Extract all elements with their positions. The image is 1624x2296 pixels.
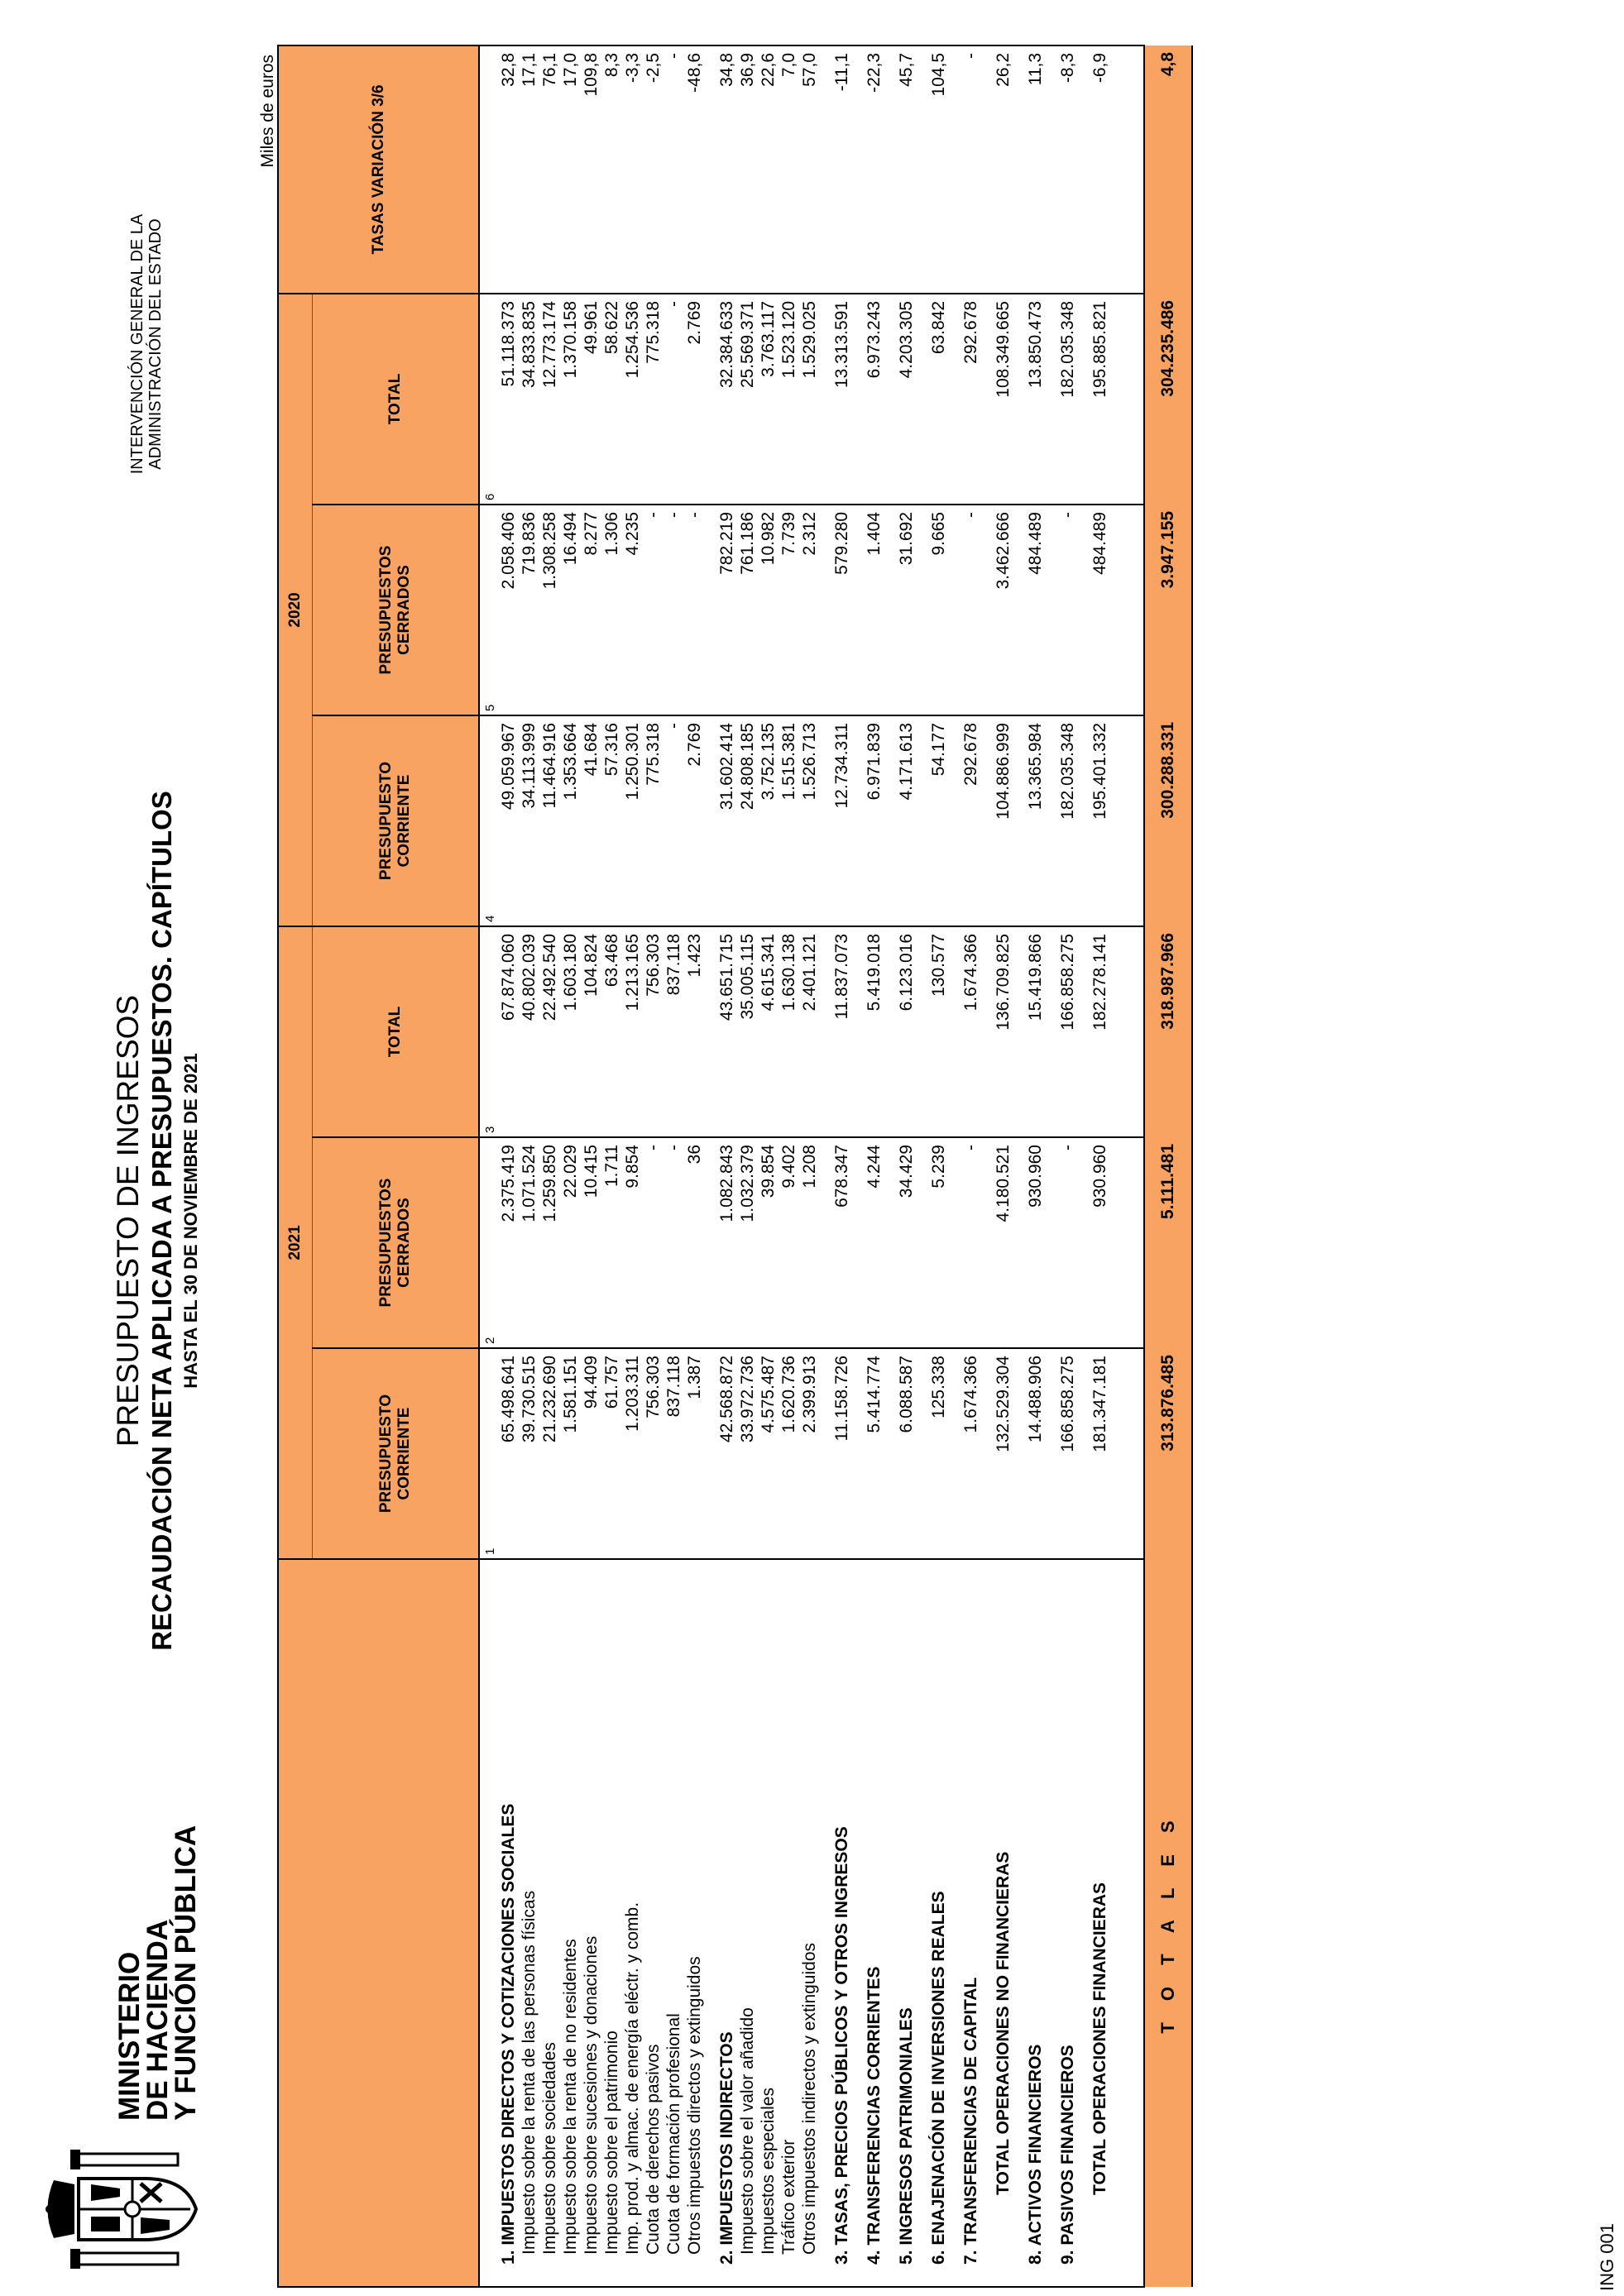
cell-value: -22,3	[864, 45, 884, 294]
cell-value: 57,0	[799, 45, 820, 294]
cell-value: 31.602.414	[716, 715, 737, 926]
cell-value: 11.158.726	[831, 1348, 852, 1559]
cell-value: 1.387	[684, 1348, 705, 1559]
cell-value: 9.854	[622, 1137, 643, 1348]
spacer-row	[917, 45, 928, 2287]
row-label: Impuestos especiales	[758, 1559, 778, 2287]
total-value: 318.987.966	[1144, 926, 1192, 1137]
cell-value: 9.402	[778, 1137, 799, 1348]
cell-value: 6.088.587	[896, 1348, 917, 1559]
cell-value: 11.837.073	[831, 926, 852, 1137]
spacer-row	[1078, 45, 1090, 2287]
cell-value: 34.833.835	[519, 294, 539, 505]
row-label: TOTAL OPERACIONES FINANCIERAS	[1090, 1559, 1110, 2287]
cell-value: 1.529.025	[799, 294, 820, 505]
cell-value: 17,1	[519, 45, 539, 294]
cell-value: -	[663, 505, 684, 715]
tasas-header: TASAS VARIACIÓN 3/6	[278, 45, 479, 294]
chapter-row	[896, 45, 917, 2287]
chapter-row	[1025, 45, 1046, 2287]
ministry-line-1: MINISTERIO	[113, 1951, 146, 2121]
cell-value: 1.404	[864, 505, 884, 715]
cell-value: 7,0	[778, 45, 799, 294]
row-label: Impuesto sobre el valor añadido	[737, 1559, 758, 2287]
cell-value: -	[961, 505, 981, 715]
cell-value: 166.858.275	[1057, 1348, 1078, 1559]
row-label: 2. IMPUESTOS INDIRECTOS	[716, 1559, 737, 2287]
cell-value: 4.171.613	[896, 715, 917, 926]
label-column-header	[278, 1559, 479, 2287]
igae-label	[128, 129, 165, 559]
row-label: Cuota de derechos pasivos	[643, 1559, 663, 2287]
col-2020-total: TOTAL	[313, 294, 480, 505]
cell-value: 4.575.487	[758, 1348, 778, 1559]
cell-value: 34.429	[896, 1137, 917, 1348]
cell-value: 51.118.373	[498, 294, 519, 505]
cell-value: 13.365.984	[1025, 715, 1046, 926]
total-value: 313.876.485	[1144, 1348, 1192, 1559]
cell-value: 11.464.916	[539, 715, 560, 926]
cell-value: 7.739	[778, 505, 799, 715]
cell-value: 39.854	[758, 1137, 778, 1348]
cell-value: 6.971.839	[864, 715, 884, 926]
cell-value: -3,3	[622, 45, 643, 294]
cell-value: 13.313.591	[831, 294, 852, 505]
cell-value: 22.029	[560, 1137, 581, 1348]
cell-value: 108.349.665	[993, 294, 1013, 505]
cell-value: 2.312	[799, 505, 820, 715]
cell-value: 195.401.332	[1090, 715, 1110, 926]
cell-value: 2.769	[684, 294, 705, 505]
row-label: TOTAL OPERACIONES NO FINANCIERAS	[993, 1559, 1013, 2287]
col-2020-cerrados: PRESUPUESTOS CERRADOS	[313, 505, 480, 715]
cell-value: 5.414.774	[864, 1348, 884, 1559]
detail-row	[581, 45, 601, 2287]
total-value: 300.288.331	[1144, 715, 1192, 926]
cell-value: 34,8	[716, 45, 737, 294]
cell-value: 1.523.120	[778, 294, 799, 505]
cell-value: 837.118	[663, 926, 684, 1137]
cell-value: 130.577	[928, 926, 949, 1137]
cell-value: 1.071.524	[519, 1137, 539, 1348]
table-body	[479, 45, 1144, 2287]
detail-row	[663, 45, 684, 2287]
cell-value: 8.277	[581, 505, 601, 715]
cell-value: 34.113.999	[519, 715, 539, 926]
ministry-line-3: Y FUNCIÓN PÚBLICA	[170, 1825, 202, 2121]
cell-value: 1.630.138	[778, 926, 799, 1137]
spacer-row	[852, 45, 864, 2287]
cell-value: 17,0	[560, 45, 581, 294]
report-date: HASTA EL 30 DE NOVIEMBRE DE 2021	[180, 1053, 201, 1389]
cell-value: 195.885.821	[1090, 294, 1110, 505]
cell-value: 94.409	[581, 1348, 601, 1559]
detail-row	[684, 45, 705, 2287]
cell-value: -	[643, 1137, 663, 1348]
detail-row	[560, 45, 581, 2287]
cell-value: 32,8	[498, 45, 519, 294]
ministry-line-2: DE HACIENDA	[141, 1919, 174, 2121]
cell-value: 292.678	[961, 294, 981, 505]
cell-value: 1.308.258	[539, 505, 560, 715]
chapter-row	[864, 45, 884, 2287]
cell-value: 67.874.060	[498, 926, 519, 1137]
cell-value: 132.529.304	[993, 1348, 1013, 1559]
cell-value: 49.961	[581, 294, 601, 505]
cell-value: 32.384.633	[716, 294, 737, 505]
cell-value: 63.842	[928, 294, 949, 505]
cell-value: -	[663, 45, 684, 294]
row-label: Tráfico exterior	[778, 1559, 799, 2287]
spacer-row	[1046, 45, 1057, 2287]
cell-value: 2.399.913	[799, 1348, 820, 1559]
detail-row	[778, 45, 799, 2287]
cell-value: 22.492.540	[539, 926, 560, 1137]
spacer-row	[884, 45, 896, 2287]
spacer-row	[705, 45, 716, 2287]
total-value: 4,8	[1144, 45, 1192, 294]
column-number: 3	[483, 1126, 497, 1133]
cell-value: 1.259.850	[539, 1137, 560, 1348]
cell-value: 33.972.736	[737, 1348, 758, 1559]
row-label: Imp. prod. y almac. de energía eléctr. y comb.	[622, 1559, 643, 2287]
cell-value: 2.058.406	[498, 505, 519, 715]
cell-value: 484.489	[1025, 505, 1046, 715]
detail-row	[758, 45, 778, 2287]
row-label: 7. TRANSFERENCIAS DE CAPITAL	[961, 1559, 981, 2287]
totals-row	[1144, 45, 1192, 2287]
total-value: 304.235.486	[1144, 294, 1192, 505]
cell-value: 4.244	[864, 1137, 884, 1348]
chapter-row	[716, 45, 737, 2287]
cell-value: 1.203.311	[622, 1348, 643, 1559]
cell-value: 1.254.536	[622, 294, 643, 505]
cell-value: 756.303	[643, 926, 663, 1137]
cell-value: 1.250.301	[622, 715, 643, 926]
spacer-row	[949, 45, 961, 2287]
cell-value: 782.219	[716, 505, 737, 715]
cell-value: 45,7	[896, 45, 917, 294]
col-2020-corriente: PRESUPUESTO CORRIENTE	[313, 715, 480, 926]
cell-value: 43.651.715	[716, 926, 737, 1137]
cell-value: -11,1	[831, 45, 852, 294]
cell-value: 8,3	[601, 45, 622, 294]
units-label: Miles de euros	[258, 55, 277, 168]
spacer-row	[1013, 45, 1025, 2287]
cell-value: 41.684	[581, 715, 601, 926]
cell-value: 104,5	[928, 45, 949, 294]
chapter-row	[1057, 45, 1078, 2287]
cell-value: 3.752.135	[758, 715, 778, 926]
cell-value: 4.180.521	[993, 1137, 1013, 1348]
cell-value: 678.347	[831, 1137, 852, 1348]
row-label: Otros impuestos indirectos y extinguidos	[799, 1559, 820, 2287]
cell-value: 6.973.243	[864, 294, 884, 505]
ministry-name	[113, 1825, 202, 2121]
cell-value: -	[663, 1137, 684, 1348]
cell-value: 61.757	[601, 1348, 622, 1559]
cell-value: 42.568.872	[716, 1348, 737, 1559]
cell-value: 930.960	[1025, 1137, 1046, 1348]
year-2020-header: 2020	[278, 294, 313, 926]
row-label: Impuesto sobre la renta de no residentes	[560, 1559, 581, 2287]
cell-value: 2.769	[684, 715, 705, 926]
cell-value: 57.316	[601, 715, 622, 926]
col-2021-cerrados: PRESUPUESTOS CERRADOS	[313, 1137, 480, 1348]
igae-line-2: ADMINISTRACIÓN DEL ESTADO	[146, 218, 165, 470]
cell-value: 21.232.690	[539, 1348, 560, 1559]
year-2021-header: 2021	[278, 926, 313, 1559]
chapter-row	[498, 45, 519, 2287]
cell-value: -	[961, 45, 981, 294]
cell-value: -48,6	[684, 45, 705, 294]
cell-value: 182.278.141	[1090, 926, 1110, 1137]
column-number: 6	[483, 493, 497, 500]
cell-value: 1.213.165	[622, 926, 643, 1137]
cell-value: 719.836	[519, 505, 539, 715]
row-label: Impuesto sobre sucesiones y donaciones	[581, 1559, 601, 2287]
column-number: 2	[483, 1337, 497, 1344]
cell-value: 104.824	[581, 926, 601, 1137]
cell-value: 6.123.016	[896, 926, 917, 1137]
row-label: Cuota de formación profesional	[663, 1559, 684, 2287]
aggregate-row	[1090, 45, 1110, 2287]
cell-value: 31.692	[896, 505, 917, 715]
chapter-row	[831, 45, 852, 2287]
cell-value: 1.515.381	[778, 715, 799, 926]
cell-value: 49.059.967	[498, 715, 519, 926]
spacer-row	[981, 45, 993, 2287]
total-value: 3.947.155	[1144, 505, 1192, 715]
column-number: 1	[483, 1547, 497, 1555]
cell-value: 1.581.151	[560, 1348, 581, 1559]
row-label: Impuesto sobre sociedades	[539, 1559, 560, 2287]
cell-value: 26,2	[993, 45, 1013, 294]
row-label: 8. ACTIVOS FINANCIEROS	[1025, 1559, 1046, 2287]
cell-value: 16.494	[560, 505, 581, 715]
detail-row	[622, 45, 643, 2287]
cell-value: -6,9	[1090, 45, 1110, 294]
col-2021-corriente: PRESUPUESTO CORRIENTE	[313, 1348, 480, 1559]
cell-value: 104.886.999	[993, 715, 1013, 926]
cell-value: 5.239	[928, 1137, 949, 1348]
cell-value: -2,5	[643, 45, 663, 294]
cell-value: 58.622	[601, 294, 622, 505]
cell-value: 40.802.039	[519, 926, 539, 1137]
detail-row	[601, 45, 622, 2287]
revenue-table	[277, 45, 1193, 2288]
cell-value: 775.318	[643, 294, 663, 505]
cell-value: 65.498.641	[498, 1348, 519, 1559]
cell-value: 2.375.419	[498, 1137, 519, 1348]
cell-value: -	[684, 505, 705, 715]
cell-value: 837.118	[663, 1348, 684, 1559]
row-label: Impuesto sobre el patrimonio	[601, 1559, 622, 2287]
cell-value: 775.318	[643, 715, 663, 926]
chapter-row	[961, 45, 981, 2287]
cell-value: 1.208	[799, 1137, 820, 1348]
cell-value: 1.674.366	[961, 926, 981, 1137]
cell-value: -8,3	[1057, 45, 1078, 294]
cell-value: 11,3	[1025, 45, 1046, 294]
cell-value: 10.982	[758, 505, 778, 715]
detail-row	[539, 45, 560, 2287]
spacer-row	[1110, 45, 1144, 2287]
cell-value: 1.082.843	[716, 1137, 737, 1348]
cell-value: 1.620.736	[778, 1348, 799, 1559]
cell-value: 25.569.371	[737, 294, 758, 505]
cell-value: 182.035.348	[1057, 294, 1078, 505]
cell-value: 4.203.305	[896, 294, 917, 505]
cell-value: 54.177	[928, 715, 949, 926]
row-label: 6. ENAJENACIÓN DE INVERSIONES REALES	[928, 1559, 949, 2287]
coat-of-arms-icon	[46, 2147, 203, 2271]
cell-value: 136.709.825	[993, 926, 1013, 1137]
cell-value: 15.419.866	[1025, 926, 1046, 1137]
cell-value: 1.032.379	[737, 1137, 758, 1348]
cell-value: 12.734.311	[831, 715, 852, 926]
cell-value: 484.489	[1090, 505, 1110, 715]
cell-value: 292.678	[961, 715, 981, 926]
cell-value: 1.306	[601, 505, 622, 715]
cell-value: 36	[684, 1137, 705, 1348]
cell-value: 63.468	[601, 926, 622, 1137]
totals-label: T O T A L E S	[1144, 1559, 1192, 2287]
column-number: 4	[483, 915, 497, 922]
document-code: ING 001	[1597, 2223, 1617, 2291]
row-label: 1. IMPUESTOS DIRECTOS Y COTIZACIONES SOCIALES	[498, 1559, 519, 2287]
row-label: 5. INGRESOS PATRIMONIALES	[896, 1559, 917, 2287]
row-label: 4. TRANSFERENCIAS CORRIENTES	[864, 1559, 884, 2287]
cell-value: 1.674.366	[961, 1348, 981, 1559]
cell-value: 36,9	[737, 45, 758, 294]
detail-row	[519, 45, 539, 2287]
cell-value: -	[663, 715, 684, 926]
cell-value: 930.960	[1090, 1137, 1110, 1348]
detail-row	[643, 45, 663, 2287]
detail-row	[799, 45, 820, 2287]
cell-value: 22,6	[758, 45, 778, 294]
cell-value: 1.423	[684, 926, 705, 1137]
row-label: Impuesto sobre la renta de las personas físicas	[519, 1559, 539, 2287]
cell-value: -	[1057, 505, 1078, 715]
cell-value: 24.808.185	[737, 715, 758, 926]
cell-value: 1.370.158	[560, 294, 581, 505]
cell-value: 5.419.018	[864, 926, 884, 1137]
detail-row	[737, 45, 758, 2287]
cell-value: -	[961, 1137, 981, 1348]
cell-value: 1.526.713	[799, 715, 820, 926]
cell-value: 1.711	[601, 1137, 622, 1348]
cell-value: 13.850.473	[1025, 294, 1046, 505]
cell-value: -	[663, 294, 684, 505]
aggregate-row	[993, 45, 1013, 2287]
cell-value: 2.401.121	[799, 926, 820, 1137]
cell-value: -	[643, 505, 663, 715]
cell-value: 3.763.117	[758, 294, 778, 505]
cell-value: 1.353.664	[560, 715, 581, 926]
cell-value: 35.005.115	[737, 926, 758, 1137]
col-2021-total: TOTAL	[313, 926, 480, 1137]
column-number: 5	[483, 704, 497, 711]
page-title: PRESUPUESTO DE INGRESOS	[111, 994, 145, 1447]
cell-value: 3.462.666	[993, 505, 1013, 715]
cell-value: 182.035.348	[1057, 715, 1078, 926]
cell-value: -	[1057, 1137, 1078, 1348]
page-subtitle: RECAUDACIÓN NETA APLICADA A PRESUPUESTOS. CAPÍTULOS	[146, 791, 177, 1651]
cell-value: 12.773.174	[539, 294, 560, 505]
cell-value: 109,8	[581, 45, 601, 294]
cell-value: 756.303	[643, 1348, 663, 1559]
chapter-row	[928, 45, 949, 2287]
cell-value: 579.280	[831, 505, 852, 715]
row-label: 9. PASIVOS FINANCIEROS	[1057, 1559, 1078, 2287]
row-label: Otros impuestos directos y extinguidos	[684, 1559, 705, 2287]
cell-value: 4.615.341	[758, 926, 778, 1137]
cell-value: 39.730.515	[519, 1348, 539, 1559]
cell-value: 14.488.906	[1025, 1348, 1046, 1559]
cell-value: 181.347.181	[1090, 1348, 1110, 1559]
cell-value: 166.858.275	[1057, 926, 1078, 1137]
cell-value: 76,1	[539, 45, 560, 294]
spacer-row	[820, 45, 831, 2287]
igae-line-1: INTERVENCIÓN GENERAL DE LA	[128, 213, 146, 475]
cell-value: 125.338	[928, 1348, 949, 1559]
total-value: 5.111.481	[1144, 1137, 1192, 1348]
cell-value: 4.235	[622, 505, 643, 715]
cell-value: 10.415	[581, 1137, 601, 1348]
cell-value: 761.186	[737, 505, 758, 715]
row-label: 3. TASAS, PRECIOS PÚBLICOS Y OTROS INGRESOS	[831, 1559, 852, 2287]
cell-value: 9.665	[928, 505, 949, 715]
cell-value: 1.603.180	[560, 926, 581, 1137]
